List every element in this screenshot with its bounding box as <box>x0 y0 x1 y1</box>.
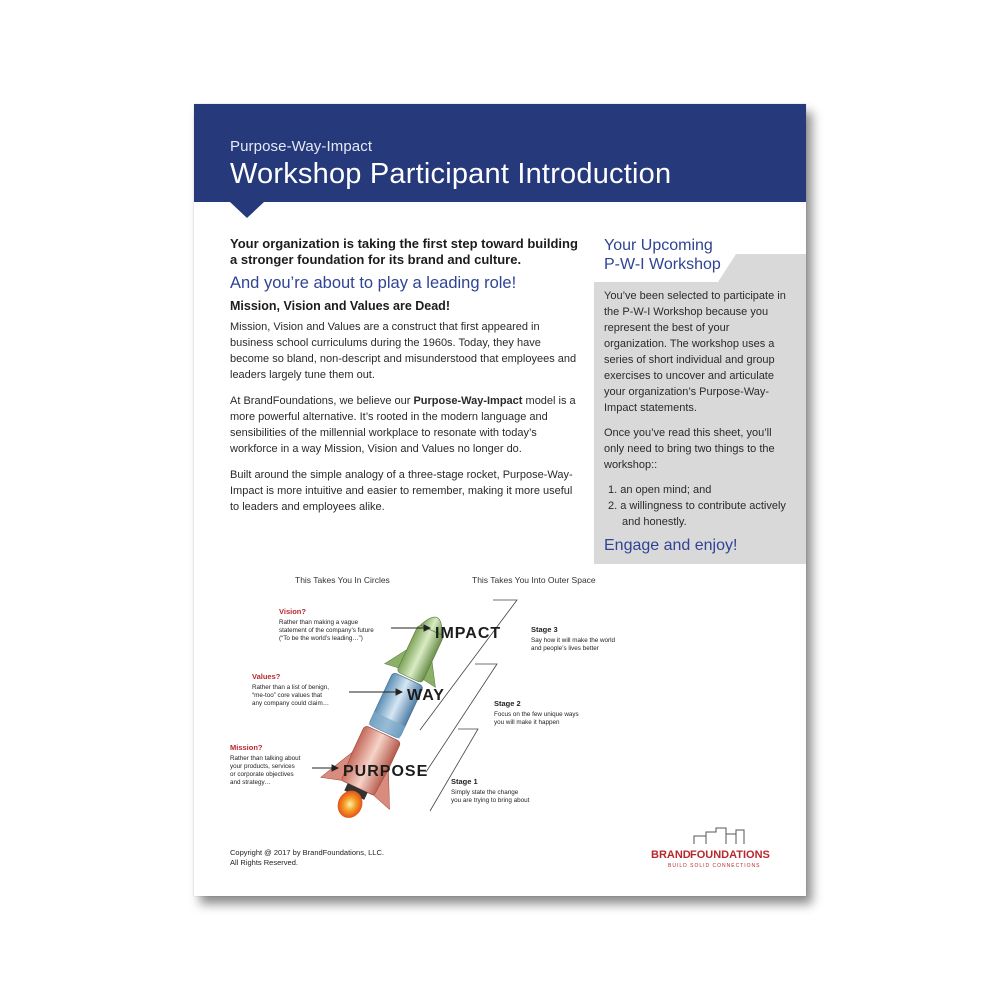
paragraph-1: Mission, Vision and Values are a construct that first appeared in business school curriculums during the 1960s. Today, they have become so bland, non-descript and misunderstood that employees and leaders largely tune them out. <box>230 321 577 381</box>
header-notch <box>230 202 264 218</box>
rocket-diagram <box>194 570 806 840</box>
stage3-line: Say how it will make the world <box>531 637 615 644</box>
stage1-line: you are trying to bring about <box>451 797 530 804</box>
list-item: 1. an open mind; and <box>608 484 712 496</box>
paragraph-2: At BrandFoundations, we believe our Purpose-Way-Impact model is a more powerful alternative. It’s rooted in the modern language and sensibilities of the millennial workplace to resonate with today’s workforce in a way Mission, Vision and Values no longer do. <box>230 395 576 455</box>
vision-line: (“To be the world’s leading…”) <box>279 635 363 642</box>
left-caption: This Takes You In Circles <box>295 575 390 585</box>
stage2-line: Focus on the few unique ways <box>494 711 579 718</box>
logo-tagline: BUILD SOLID CONNECTIONS <box>668 863 761 869</box>
right-caption: This Takes You Into Outer Space <box>472 575 596 585</box>
values-line: Rather than a list of benign, <box>252 684 330 691</box>
sidebar-content <box>604 288 794 554</box>
stage2-line: you will make it happen <box>494 719 560 726</box>
stage1-line: Simply state the change <box>451 789 519 796</box>
mission-line: or corporate objectives <box>230 771 294 778</box>
engage-text: Engage and enjoy! <box>604 537 738 554</box>
header-subtitle: Purpose-Way-Impact <box>230 138 373 155</box>
logo-foundations: FOUNDATIONS <box>690 849 770 861</box>
values-line: “me-too” core values that <box>252 692 322 699</box>
sidebar <box>594 236 806 554</box>
mission-line: and strategy… <box>230 779 271 786</box>
mission-label: Mission? <box>230 743 263 752</box>
stage3-title: Stage 3 <box>531 625 558 634</box>
vision-line: Rather than making a vague <box>279 619 359 626</box>
section-heading: Mission, Vision and Values are Dead! <box>230 299 450 313</box>
impact-label: IMPACT <box>435 625 502 642</box>
sidebar-paragraph-1: You’ve been selected to participate in the P-W-I Workshop because you represent the best of your organization. The workshop uses a series of short individual and group exercises to uncover and articulate your organization’s Purpose-Way-Impact statements. <box>604 290 786 414</box>
vision-label: Vision? <box>279 607 306 616</box>
header-title: Workshop Participant Introduction <box>230 158 672 190</box>
values-label: Values? <box>252 672 281 681</box>
sidebar-paragraph-2: Once you’ve read this sheet, you’ll only need to bring two things to the workshop:: <box>604 427 775 471</box>
sidebar-title: Your Upcoming P-W-I Workshop <box>604 237 721 273</box>
stage2-title: Stage 2 <box>494 699 521 708</box>
header-banner <box>194 104 806 202</box>
copyright: Copyright @ 2017 by BrandFoundations, LLC. All Rights Reserved. <box>230 848 384 867</box>
stage1-title: Stage 1 <box>451 777 478 786</box>
mission-line: your products, services <box>230 763 295 770</box>
main-column <box>230 236 580 525</box>
purpose-label: PURPOSE <box>343 763 429 780</box>
brandfoundations-logo <box>650 822 780 872</box>
sidebar-list <box>604 482 794 530</box>
list-item: 2. a willingness to contribute actively and honestly. <box>608 500 786 528</box>
flyer-sheet <box>194 104 806 896</box>
intro-lead-2: And you’re about to play a leading role! <box>230 274 517 292</box>
mission-line: Rather than talking about <box>230 755 301 762</box>
way-label: WAY <box>407 687 445 704</box>
logo-brand: BRAND <box>651 849 691 861</box>
stage3-line: and people’s lives better <box>531 645 599 652</box>
values-line: any company could claim… <box>252 700 329 707</box>
intro-lead: Your organization is taking the first step toward building a stronger foundation for its brand and culture. <box>230 236 578 267</box>
vision-line: statement of the company’s future <box>279 627 374 634</box>
model-name: Purpose-Way-Impact <box>413 395 523 407</box>
paragraph-3: Built around the simple analogy of a three-stage rocket, Purpose-Way-Impact is more intuitive and easier to remember, making it more useful to leaders and employees alike. <box>230 469 573 513</box>
